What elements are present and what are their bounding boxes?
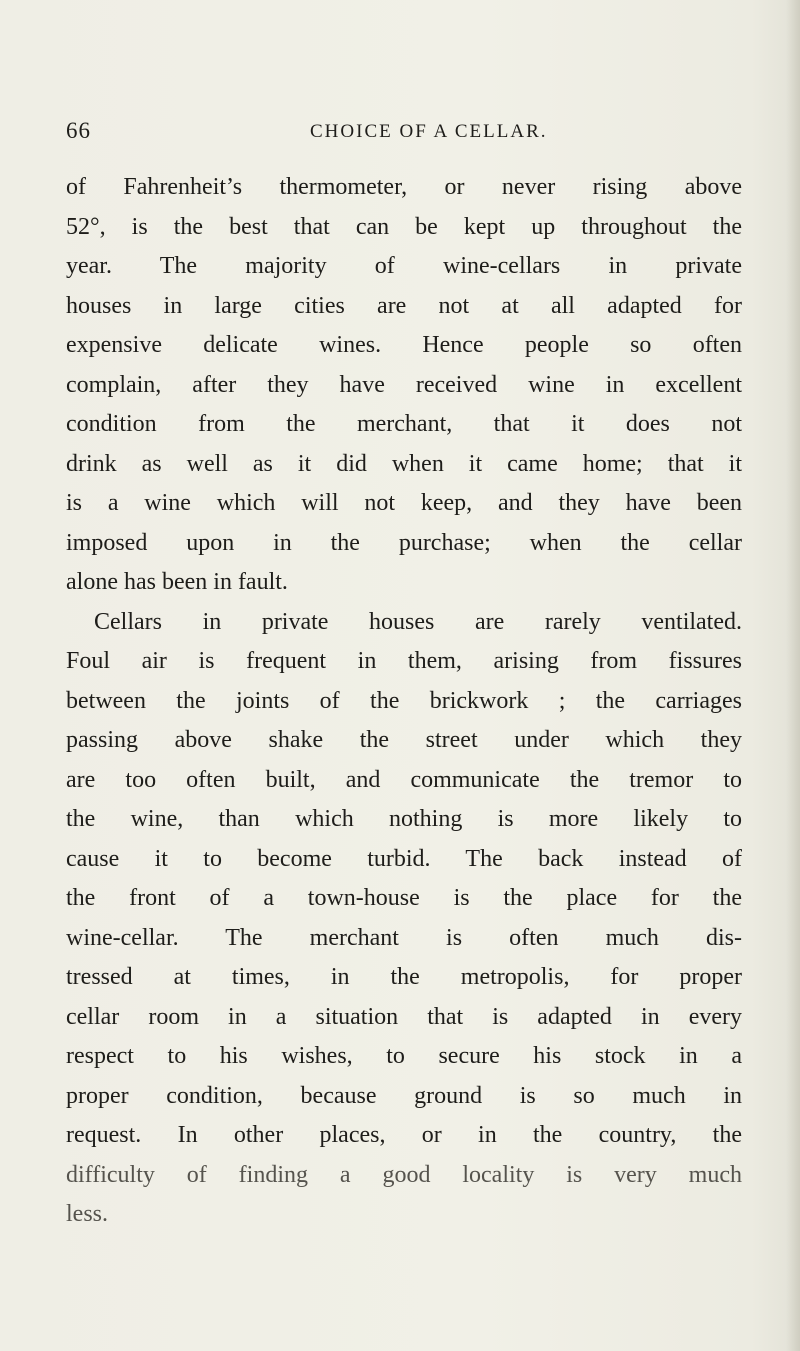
- text-line: wine-cellar. The merchant is often much dis-: [66, 924, 742, 951]
- text-line: is a wine which will not keep, and they have been: [66, 490, 742, 516]
- text-line: complain, after they have received wine in excellent: [66, 371, 742, 398]
- text-line: proper condition, because ground is so much in: [66, 1082, 742, 1109]
- running-head: CHOICE OF A CELLAR.: [310, 121, 548, 142]
- paragraph-end-line: alone has been in fault.: [66, 569, 288, 595]
- text-line: condition from the merchant, that it does not: [66, 411, 742, 437]
- text-line: imposed upon in the purchase; when the cellar: [66, 529, 742, 556]
- text-line: between the joints of the brickwork ; the carriages: [66, 687, 742, 714]
- paragraph-first-line: Cellars in private houses are rarely ventilated.: [94, 608, 742, 635]
- body-text: [66, 168, 742, 1235]
- text-line: drink as well as it did when it came home; that it: [66, 450, 742, 477]
- text-line: houses in large cities are not at all adapted for: [66, 292, 742, 319]
- text-line: the front of a town-house is the place for the: [66, 885, 742, 911]
- text-line: cause it to become turbid. The back instead of: [66, 845, 742, 872]
- page-edge-shadow: [786, 0, 800, 1351]
- page-number: 66: [66, 118, 91, 143]
- text-line: the wine, than which nothing is more likely to: [66, 806, 742, 832]
- text-line: year. The majority of wine-cellars in private: [66, 253, 742, 279]
- text-line: Foul air is frequent in them, arising from fissures: [66, 648, 742, 674]
- text-line: 52°, is the best that can be kept up throughout the: [66, 213, 742, 240]
- text-line: passing above shake the street under which they: [66, 727, 742, 753]
- text-line: are too often built, and communicate the tremor to: [66, 766, 742, 793]
- text-line: difficulty of finding a good locality is very much: [66, 1161, 742, 1188]
- text-line: tressed at times, in the metropolis, for proper: [66, 964, 742, 990]
- text-line: of Fahrenheit’s thermometer, or never rising above: [66, 174, 742, 200]
- page-header: [0, 116, 800, 148]
- text-line: expensive delicate wines. Hence people so often: [66, 332, 742, 358]
- paragraph-end-line: less.: [66, 1201, 108, 1227]
- text-line: request. In other places, or in the country, the: [66, 1122, 742, 1148]
- text-line: respect to his wishes, to secure his stock in a: [66, 1043, 742, 1069]
- text-line: cellar room in a situation that is adapted in every: [66, 1003, 742, 1030]
